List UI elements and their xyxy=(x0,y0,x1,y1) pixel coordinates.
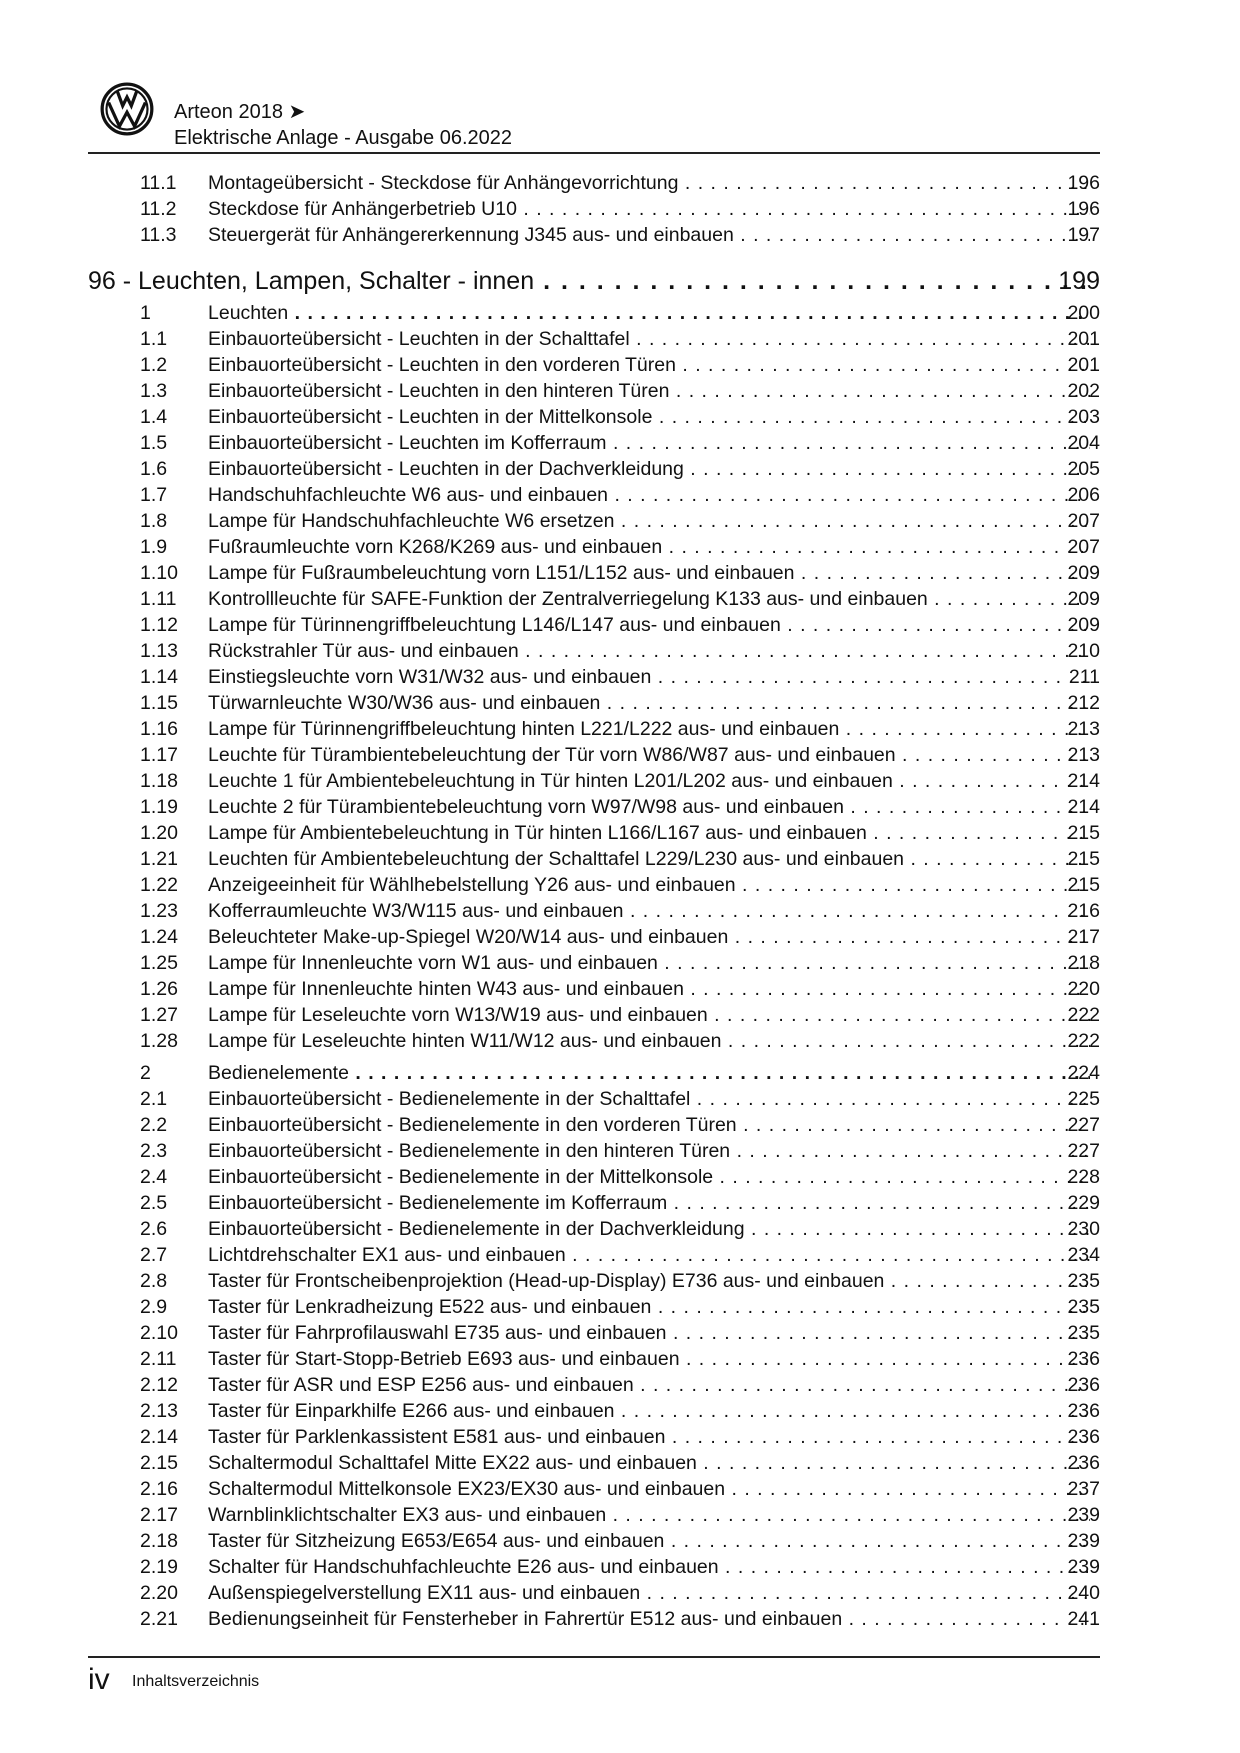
toc-row[interactable] xyxy=(0,976,1240,1002)
toc-page: 225 xyxy=(1067,1088,1100,1110)
toc-row[interactable] xyxy=(0,1476,1240,1502)
toc-title: Einbauorteübersicht - Bedienelemente in den vorderen Türen . . . xyxy=(208,1112,1090,1138)
toc-row[interactable] xyxy=(0,1346,1240,1372)
toc-title: Lampe für Handschuhfachleuchte W6 ersetzen . . . xyxy=(208,508,1090,534)
toc-row[interactable] xyxy=(0,690,1240,716)
toc-row[interactable] xyxy=(0,196,1240,222)
toc-number: 2.16 xyxy=(140,1478,178,1500)
toc-row[interactable] xyxy=(0,430,1240,456)
vw-logo-icon xyxy=(100,82,154,136)
toc-title: Einbauorteübersicht - Bedienelemente in der Mittelkonsole . . . xyxy=(208,1164,1090,1190)
toc-number: 2.15 xyxy=(140,1452,178,1474)
toc-row[interactable] xyxy=(0,378,1240,404)
toc-row[interactable] xyxy=(0,612,1240,638)
toc-title: Lampe für Türinnengriffbeleuchtung hinten L221/L222 aus- und einbauen . . . xyxy=(208,716,1090,742)
toc-number: 2.11 xyxy=(140,1348,177,1370)
footer-page-number: iv xyxy=(88,1663,110,1696)
toc-row[interactable] xyxy=(0,898,1240,924)
toc-number: 1.14 xyxy=(140,666,178,688)
toc-title: Warnblinklichtschalter EX3 aus- und einbauen . . . xyxy=(208,1502,1090,1528)
toc-number: 1.11 xyxy=(140,588,177,610)
toc-title: Lampe für Ambientebeleuchtung in Tür hinten L166/L167 aus- und einbauen . . . xyxy=(208,820,1090,846)
toc-number: 1.23 xyxy=(140,900,178,922)
toc-title: Taster für Lenkradheizung E522 aus- und einbauen . . . xyxy=(208,1294,1090,1320)
toc-number: 1.16 xyxy=(140,718,178,740)
toc-title: Schaltermodul Mittelkonsole EX23/EX30 aus- und einbauen . . . xyxy=(208,1476,1090,1502)
toc-page: 204 xyxy=(1067,432,1100,454)
toc-page: 239 xyxy=(1067,1556,1100,1578)
toc-row[interactable] xyxy=(0,1424,1240,1450)
toc-page: 229 xyxy=(1067,1192,1100,1214)
toc-row[interactable] xyxy=(0,924,1240,950)
toc-page: 215 xyxy=(1067,874,1100,896)
toc-page: 214 xyxy=(1067,770,1100,792)
toc-number: 2.2 xyxy=(140,1114,168,1136)
chapter-page: 199 xyxy=(1058,267,1100,295)
toc-title: Einbauorteübersicht - Leuchten in der Mittelkonsole . . . xyxy=(208,404,1090,430)
toc-page: 215 xyxy=(1067,848,1100,870)
toc-page: 207 xyxy=(1067,510,1100,532)
toc-row[interactable] xyxy=(0,794,1240,820)
toc-number: 11.2 xyxy=(140,198,177,220)
toc-page: 217 xyxy=(1067,926,1100,948)
toc-title: Leuchten für Ambientebeleuchtung der Schalttafel L229/L230 aus- und einbauen . . . xyxy=(208,846,1090,872)
toc-number: 1.22 xyxy=(140,874,178,896)
toc-title: Rückstrahler Tür aus- und einbauen . . . xyxy=(208,638,1090,664)
toc-page: 211 xyxy=(1068,666,1100,688)
toc-title: Anzeigeeinheit für Wählhebelstellung Y26 aus- und einbauen . . . xyxy=(208,872,1090,898)
toc-row[interactable] xyxy=(0,456,1240,482)
toc-page: 209 xyxy=(1067,614,1100,636)
toc-page: 201 xyxy=(1067,328,1100,350)
toc-title: Taster für Fahrprofilauswahl E735 aus- und einbauen . . . xyxy=(208,1320,1090,1346)
toc-number: 1 xyxy=(140,302,151,324)
toc-page: 230 xyxy=(1067,1218,1100,1240)
toc-number: 1.10 xyxy=(140,562,178,584)
toc-number: 1.2 xyxy=(140,354,168,376)
toc-row[interactable] xyxy=(0,1372,1240,1398)
toc-page: 212 xyxy=(1067,692,1100,714)
toc-row[interactable] xyxy=(0,1528,1240,1554)
toc-row[interactable] xyxy=(0,1190,1240,1216)
toc-page: 200 xyxy=(1067,302,1100,324)
toc-page: 220 xyxy=(1067,978,1100,1000)
toc-row[interactable] xyxy=(0,1606,1240,1632)
toc-row[interactable] xyxy=(0,1268,1240,1294)
toc-row[interactable] xyxy=(0,846,1240,872)
toc-row[interactable] xyxy=(0,1320,1240,1346)
toc-page: 206 xyxy=(1067,484,1100,506)
toc-title: Außenspiegelverstellung EX11 aus- und einbauen . . . xyxy=(208,1580,1090,1606)
toc-row[interactable] xyxy=(0,1580,1240,1606)
toc-title: Lampe für Innenleuchte vorn W1 aus- und einbauen . . . xyxy=(208,950,1090,976)
toc-page: 234 xyxy=(1067,1244,1100,1266)
toc-title: Lampe für Türinnengriffbeleuchtung L146/L147 aus- und einbauen . . . xyxy=(208,612,1090,638)
toc-page: 236 xyxy=(1067,1374,1100,1396)
toc-row[interactable] xyxy=(0,404,1240,430)
toc-row[interactable] xyxy=(0,1502,1240,1528)
toc-number: 2.20 xyxy=(140,1582,178,1604)
toc-title: Türwarnleuchte W30/W36 aus- und einbauen . . . xyxy=(208,690,1090,716)
toc-number: 2.7 xyxy=(140,1244,168,1266)
toc-number: 1.17 xyxy=(140,744,178,766)
toc-title: Bedienelemente . . . xyxy=(208,1060,1090,1086)
toc-number: 1.12 xyxy=(140,614,178,636)
header-divider xyxy=(88,152,1100,154)
toc-page: 209 xyxy=(1067,588,1100,610)
toc-number: 2.8 xyxy=(140,1270,168,1292)
toc-page: 210 xyxy=(1067,640,1100,662)
toc-title: Lampe für Leseleuchte hinten W11/W12 aus- und einbauen . . . xyxy=(208,1028,1090,1054)
toc-number: 2.17 xyxy=(140,1504,178,1526)
toc-page: 236 xyxy=(1067,1400,1100,1422)
toc-number: 1.21 xyxy=(140,848,178,870)
toc-number: 1.1 xyxy=(140,328,168,350)
toc-number: 2 xyxy=(140,1062,151,1084)
toc-page: 203 xyxy=(1067,406,1100,428)
toc-page: 239 xyxy=(1067,1530,1100,1552)
toc-title: Taster für ASR und ESP E256 aus- und einbauen . . . xyxy=(208,1372,1090,1398)
toc-page: 236 xyxy=(1067,1348,1100,1370)
toc-number: 1.26 xyxy=(140,978,178,1000)
toc-row[interactable] xyxy=(0,768,1240,794)
toc-number: 1.4 xyxy=(140,406,168,428)
toc-number: 2.1 xyxy=(140,1088,168,1110)
toc-row[interactable] xyxy=(0,1398,1240,1424)
toc-page: 237 xyxy=(1067,1478,1100,1500)
toc-row[interactable] xyxy=(0,1216,1240,1242)
toc-row[interactable] xyxy=(0,482,1240,508)
toc-title: Steckdose für Anhängerbetrieb U10 . . . xyxy=(208,196,1090,222)
toc-number: 2.19 xyxy=(140,1556,178,1578)
chapter-heading[interactable] xyxy=(0,264,1240,298)
toc-row[interactable] xyxy=(0,1086,1240,1112)
toc-row[interactable] xyxy=(0,326,1240,352)
toc-title: Leuchte für Türambientebeleuchtung der Tür vorn W86/W87 aus- und einbauen . . . xyxy=(208,742,1090,768)
toc-page: 214 xyxy=(1067,796,1100,818)
toc-title: Beleuchteter Make-up-Spiegel W20/W14 aus- und einbauen . . . xyxy=(208,924,1090,950)
toc-page: 196 xyxy=(1067,172,1100,194)
toc-title: Bedienungseinheit für Fensterheber in Fahrertür E512 aus- und einbauen . . . xyxy=(208,1606,1090,1632)
toc-title: Leuchten . . . xyxy=(208,300,1090,326)
toc-row[interactable] xyxy=(0,742,1240,768)
toc-title: Taster für Parklenkassistent E581 aus- und einbauen . . . xyxy=(208,1424,1090,1450)
footer-label: Inhaltsverzeichnis xyxy=(132,1673,260,1690)
toc-row[interactable] xyxy=(0,638,1240,664)
toc-page: 201 xyxy=(1067,354,1100,376)
toc-number: 2.12 xyxy=(140,1374,178,1396)
toc-title: Einbauorteübersicht - Bedienelemente in der Dachverkleidung . . . xyxy=(208,1216,1090,1242)
toc-title: Einbauorteübersicht - Leuchten im Kofferraum . . . xyxy=(208,430,1090,456)
toc-number: 2.13 xyxy=(140,1400,178,1422)
toc-page: 197 xyxy=(1067,224,1100,246)
toc-number: 2.4 xyxy=(140,1166,168,1188)
toc-page: 235 xyxy=(1067,1322,1100,1344)
toc-page: 216 xyxy=(1067,900,1100,922)
toc-row[interactable] xyxy=(0,1112,1240,1138)
toc-page: 240 xyxy=(1067,1582,1100,1604)
toc-page: 207 xyxy=(1067,536,1100,558)
toc-title: Taster für Frontscheibenprojektion (Head-up-Display) E736 aus- und einbauen . . . xyxy=(208,1268,1090,1294)
toc-page: 228 xyxy=(1067,1166,1100,1188)
toc-page: 227 xyxy=(1067,1140,1100,1162)
toc-number: 1.27 xyxy=(140,1004,178,1026)
toc-title: Einbauorteübersicht - Bedienelemente in den hinteren Türen . . . xyxy=(208,1138,1090,1164)
toc-title: Taster für Start-Stopp-Betrieb E693 aus- und einbauen . . . xyxy=(208,1346,1090,1372)
toc-page: 202 xyxy=(1067,380,1100,402)
toc-page: 213 xyxy=(1067,744,1100,766)
toc-page: 236 xyxy=(1067,1426,1100,1448)
toc-row[interactable] xyxy=(0,534,1240,560)
toc-page: 215 xyxy=(1067,822,1100,844)
toc-row[interactable] xyxy=(0,1450,1240,1476)
toc-row[interactable] xyxy=(0,1554,1240,1580)
toc-title: Schalter für Handschuhfachleuchte E26 aus- und einbauen . . . xyxy=(208,1554,1090,1580)
toc-number: 1.7 xyxy=(140,484,168,506)
toc-title: Handschuhfachleuchte W6 aus- und einbauen . . . xyxy=(208,482,1090,508)
toc-title: Lichtdrehschalter EX1 aus- und einbauen . . . xyxy=(208,1242,1090,1268)
toc-row[interactable] xyxy=(0,1028,1240,1054)
toc-page: 235 xyxy=(1067,1270,1100,1292)
toc-section-row[interactable] xyxy=(0,300,1240,326)
toc-row[interactable] xyxy=(0,170,1240,196)
toc-row[interactable] xyxy=(0,872,1240,898)
toc-number: 2.21 xyxy=(140,1608,178,1630)
toc-section-row[interactable] xyxy=(0,1060,1240,1086)
toc-row[interactable] xyxy=(0,508,1240,534)
toc-title: Schaltermodul Schalttafel Mitte EX22 aus- und einbauen . . . xyxy=(208,1450,1090,1476)
toc-number: 1.25 xyxy=(140,952,178,974)
toc-row[interactable] xyxy=(0,1242,1240,1268)
toc-title: Steuergerät für Anhängererkennung J345 aus- und einbauen . . . xyxy=(208,222,1090,248)
toc-title: Einbauorteübersicht - Bedienelemente im Kofferraum . . . xyxy=(208,1190,1090,1216)
toc-page: 196 xyxy=(1067,198,1100,220)
toc-page: 222 xyxy=(1067,1004,1100,1026)
toc-row[interactable] xyxy=(0,352,1240,378)
toc-number: 1.15 xyxy=(140,692,178,714)
toc-page: 227 xyxy=(1067,1114,1100,1136)
toc-row[interactable] xyxy=(0,716,1240,742)
toc-number: 2.6 xyxy=(140,1218,168,1240)
toc-title: Fußraumleuchte vorn K268/K269 aus- und einbauen . . . xyxy=(208,534,1090,560)
toc-title: Lampe für Fußraumbeleuchtung vorn L151/L152 aus- und einbauen . . . xyxy=(208,560,1090,586)
document-subtitle: Elektrische Anlage - Ausgabe 06.2022 xyxy=(174,127,513,149)
toc-page: 236 xyxy=(1067,1452,1100,1474)
toc-row[interactable] xyxy=(0,1138,1240,1164)
toc-row[interactable] xyxy=(0,586,1240,612)
toc-page: 224 xyxy=(1067,1062,1100,1084)
toc-row[interactable] xyxy=(0,1002,1240,1028)
footer-divider xyxy=(88,1656,1100,1658)
toc-title: Taster für Einparkhilfe E266 aus- und einbauen . . . xyxy=(208,1398,1090,1424)
toc-number: 1.5 xyxy=(140,432,168,454)
toc-page: 222 xyxy=(1067,1030,1100,1052)
toc-row[interactable] xyxy=(0,820,1240,846)
toc-title: Leuchte 2 für Türambientebeleuchtung vorn W97/W98 aus- und einbauen . . . xyxy=(208,794,1090,820)
toc-number: 1.3 xyxy=(140,380,168,402)
toc-page: 205 xyxy=(1067,458,1100,480)
toc-number: 2.14 xyxy=(140,1426,178,1448)
toc-title: Einbauorteübersicht - Leuchten in den hinteren Türen . . . xyxy=(208,378,1090,404)
toc-row[interactable] xyxy=(0,664,1240,690)
toc-number: 1.19 xyxy=(140,796,178,818)
toc-number: 1.20 xyxy=(140,822,178,844)
toc-number: 11.1 xyxy=(140,172,177,194)
toc-number: 2.3 xyxy=(140,1140,168,1162)
toc-number: 2.9 xyxy=(140,1296,168,1318)
toc-title: Einbauorteübersicht - Leuchten in der Dachverkleidung . . . xyxy=(208,456,1090,482)
chapter-title: 96 - Leuchten, Lampen, Schalter - innen . . . xyxy=(88,264,1090,298)
toc-number: 2.5 xyxy=(140,1192,168,1214)
toc-title: Einstiegsleuchte vorn W31/W32 aus- und einbauen . . . xyxy=(208,664,1090,690)
toc-title: Montageübersicht - Steckdose für Anhängevorrichtung . . . xyxy=(208,170,1090,196)
toc-number: 1.24 xyxy=(140,926,178,948)
toc-title: Taster für Sitzheizung E653/E654 aus- und einbauen . . . xyxy=(208,1528,1090,1554)
toc-number: 1.6 xyxy=(140,458,168,480)
toc-number: 2.10 xyxy=(140,1322,178,1344)
toc-page: 209 xyxy=(1067,562,1100,584)
toc-page: 241 xyxy=(1067,1608,1100,1630)
toc-number: 11.3 xyxy=(140,224,177,246)
toc-title: Lampe für Leseleuchte vorn W13/W19 aus- und einbauen . . . xyxy=(208,1002,1090,1028)
toc-title: Lampe für Innenleuchte hinten W43 aus- und einbauen . . . xyxy=(208,976,1090,1002)
toc-row[interactable] xyxy=(0,222,1240,248)
toc-number: 1.8 xyxy=(140,510,168,532)
toc-row[interactable] xyxy=(0,560,1240,586)
toc-page: 239 xyxy=(1067,1504,1100,1526)
toc-title: Einbauorteübersicht - Leuchten in der Schalttafel . . . xyxy=(208,326,1090,352)
toc-page: 235 xyxy=(1067,1296,1100,1318)
toc-number: 1.18 xyxy=(140,770,178,792)
toc-page: 218 xyxy=(1067,952,1100,974)
toc-number: 1.13 xyxy=(140,640,178,662)
toc-row[interactable] xyxy=(0,1164,1240,1190)
toc-title: Kofferraumleuchte W3/W115 aus- und einbauen . . . xyxy=(208,898,1090,924)
toc-title: Einbauorteübersicht - Leuchten in den vorderen Türen . . . xyxy=(208,352,1090,378)
toc-title: Einbauorteübersicht - Bedienelemente in der Schalttafel . . . xyxy=(208,1086,1090,1112)
toc-page: 213 xyxy=(1067,718,1100,740)
toc-number: 1.9 xyxy=(140,536,168,558)
document-title: Arteon 2018 ➤ xyxy=(174,101,306,123)
toc-row[interactable] xyxy=(0,950,1240,976)
toc-number: 1.28 xyxy=(140,1030,178,1052)
toc-title: Kontrollleuchte für SAFE-Funktion der Zentralverriegelung K133 aus- und einbauen . . . xyxy=(208,586,1090,612)
toc-row[interactable] xyxy=(0,1294,1240,1320)
toc-title: Leuchte 1 für Ambientebeleuchtung in Tür hinten L201/L202 aus- und einbauen . . . xyxy=(208,768,1090,794)
toc-number: 2.18 xyxy=(140,1530,178,1552)
